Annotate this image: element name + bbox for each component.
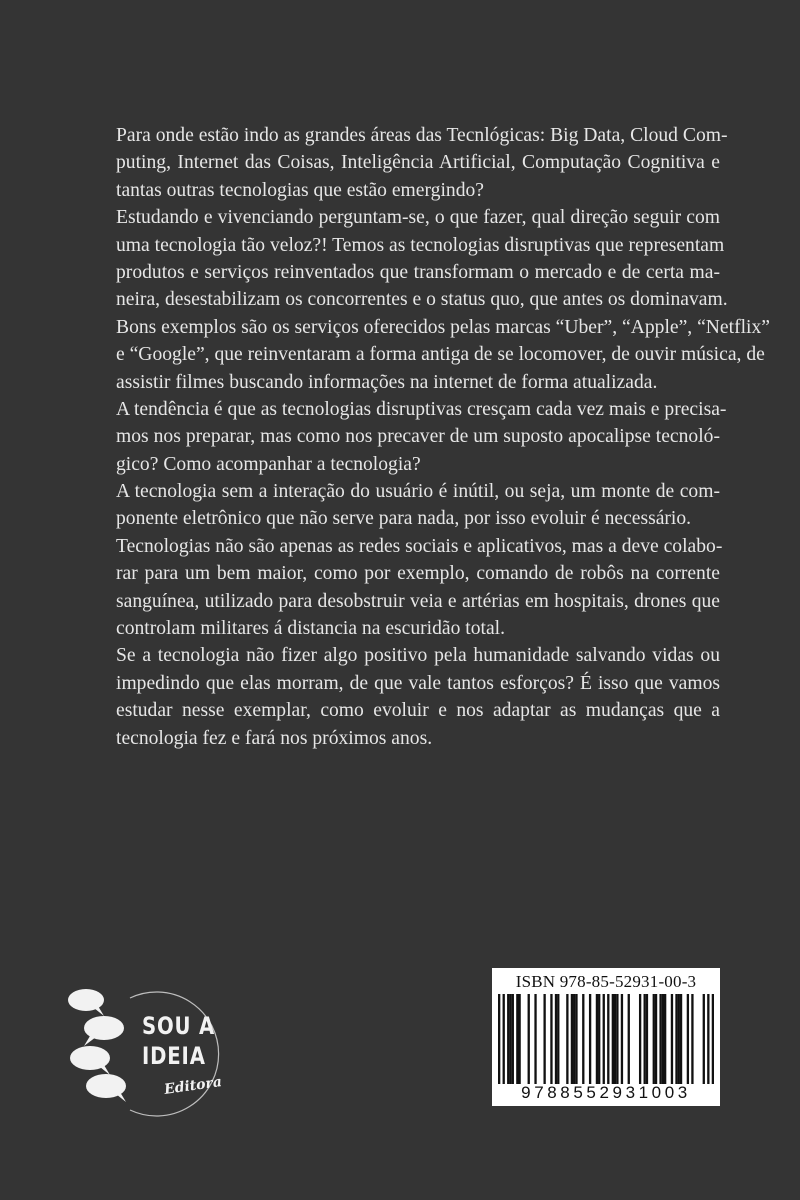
barcode-bar [571,994,573,1084]
blurb-line: A tecnologia sem a interação do usuário é inútil, ou seja, um monte de com- [116,481,720,503]
barcode-bar [582,994,584,1084]
blurb-line: estudar nesse exemplar, como evoluir e nos adaptar as mudanças que a [116,700,720,722]
barcode-bar [612,994,614,1084]
barcode-bar [589,994,591,1084]
blurb-line: assistir filmes buscando informações na internet de forma atualizada. [116,371,658,393]
barcode-bar [671,994,673,1084]
logo-text-line1: SOU A [142,1012,216,1040]
barcode-bar [659,994,661,1084]
blurb-line: Se a tecnologia não fizer algo positivo pela humanidade salvando vidas ou [116,645,720,667]
barcode-bar [675,994,677,1084]
barcode-bars [498,994,714,1084]
barcode-digits: 9788552931003 [521,1083,691,1102]
barcode-bar [639,994,641,1084]
blurb-line: ponente eletrônico que não serve para nada, por isso evoluir é necessário. [116,508,692,530]
barcode-bar [664,994,666,1084]
barcode-bar [575,994,577,1084]
barcode-bar [655,994,657,1084]
barcode-bar [566,994,568,1084]
barcode-bar [507,994,509,1084]
barcode-bar [550,994,552,1084]
barcode-bar [596,994,598,1084]
blurb-line: Estudando e vivenciando perguntam-se, o que fazer, qual direção seguir com [116,207,720,229]
barcode-bar [534,994,536,1084]
barcode-bar [621,994,623,1084]
blurb-line: e “Google”, que reinventaram a forma antiga de se locomover, de ouvir música, de [116,344,765,366]
barcode-bar [687,994,689,1084]
barcode-bar [616,994,618,1084]
blurb-line: uma tecnologia tão veloz?! Temos as tecnologias disruptivas que representam [116,234,725,256]
barcode-bar [603,994,605,1084]
blurb-line: neira, desestabilizam os concorrentes e o status quo, que antes os dominavam. [116,289,728,311]
barcode-bar [555,994,557,1084]
blurb-line: gico? Como acompanhar a tecnologia? [116,453,421,475]
barcode-bar [707,994,709,1084]
blurb-line: rar para um bem maior, como por exemplo, comando de robôs na corrente [116,563,720,585]
blurb-line: controlam militares á distancia na escuridão total. [116,618,506,640]
blurb-line: A tendência é que as tecnologias disruptivas cresçam cada vez mais e precisa- [116,398,727,420]
isbn-barcode [492,968,720,1106]
logo-subtitle: Editora [163,1074,223,1098]
barcode-bar [598,994,600,1084]
back-cover-blurb [116,122,770,752]
barcode-bar [498,994,500,1084]
logo-text-line2: IDEIA [142,1042,206,1070]
barcode-bar [646,994,648,1084]
blurb-line: sanguínea, utilizado para desobstruir veia e artérias em hospitais, drones que [116,590,720,612]
blurb-line: impedindo que elas morram, de que vale tantos esforços? É isso que vamos [116,672,720,694]
barcode-bar [557,994,559,1084]
barcode-bar [691,994,693,1084]
barcode-bar [614,994,616,1084]
blurb-line: tantas outras tecnologias que estão emergindo? [116,179,484,201]
publisher-logo [60,976,260,1126]
isbn-label: ISBN 978-85-52931-00-3 [515,972,697,991]
barcode-bar [644,994,646,1084]
blurb-line: produtos e serviços reinventados que transformam o mercado e de certa ma- [116,261,720,283]
barcode-bar [512,994,514,1084]
barcode-bar [680,994,682,1084]
barcode-bar [662,994,664,1084]
barcode-bar [528,994,530,1084]
barcode-bar [543,994,545,1084]
blurb-line: mos nos preparar, mas como nos precaver de um suposto apocalipse tecnoló- [116,426,720,448]
barcode-bar [573,994,575,1084]
blurb-line: Bons exemplos são os serviços oferecidos pelas marcas “Uber”, “Apple”, “Netflix” [116,316,770,338]
barcode-bar [678,994,680,1084]
barcode-bar [503,994,505,1084]
barcode-bar [703,994,705,1084]
barcode-bar [712,994,714,1084]
blurb-line: tecnologia fez e fará nos próximos anos. [116,727,433,749]
blurb-line: puting, Internet das Coisas, Inteligência Artificial, Computação Cognitiva e [116,152,720,174]
barcode-bar [653,994,655,1084]
barcode-bar [628,994,630,1084]
barcode-bar [607,994,609,1084]
barcode-bar [516,994,518,1084]
blurb-line: Para onde estão indo as grandes áreas das Tecnlógicas: Big Data, Cloud Com- [116,125,728,146]
blurb-line: Tecnologias não são apenas as redes sociais e aplicativos, mas a deve colabo- [116,535,723,557]
barcode-bar [518,994,520,1084]
barcode-bar [509,994,511,1084]
